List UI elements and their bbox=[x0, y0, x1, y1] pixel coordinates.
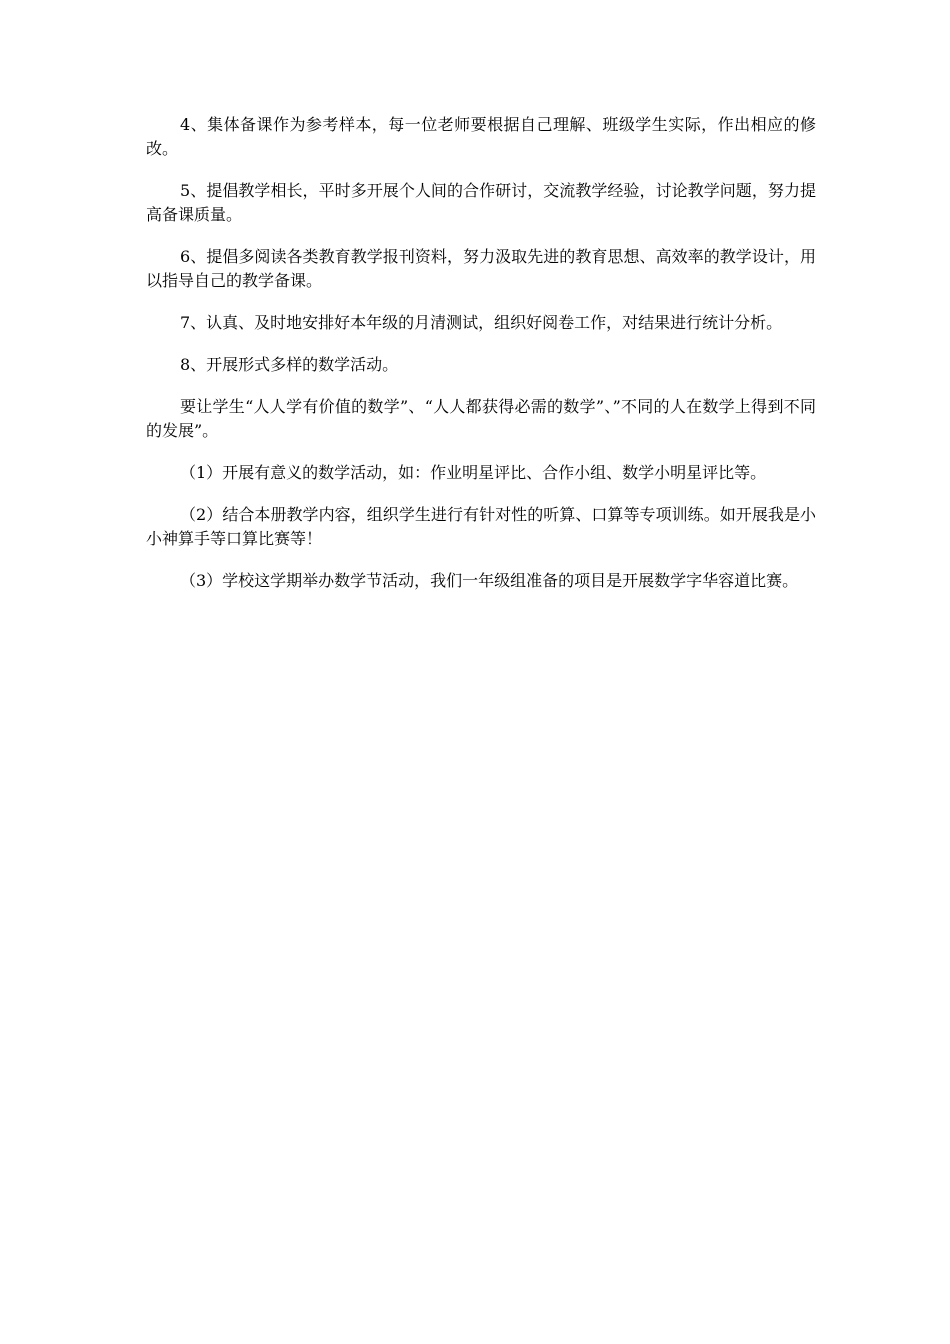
paragraph-item-4: 4、集体备课作为参考样本，每一位老师要根据自己理解、班级学生实际，作出相应的修改。 bbox=[146, 115, 816, 158]
paragraph-activity-1: （1）开展有意义的数学活动，如：作业明星评比、合作小组、数学小明星评比等。 bbox=[180, 463, 767, 482]
paragraph-item-7: 7、认真、及时地安排好本年级的月清测试，组织好阅卷工作，对结果进行统计分析。 bbox=[180, 313, 783, 332]
paragraph-goal: 要让学生“人人学有价值的数学”、“人人都获得必需的数学”、”不同的人在数学上得到不同的发展”。 bbox=[146, 397, 816, 440]
paragraph-item-6: 6、提倡多阅读各类教育教学报刊资料，努力汲取先进的教育思想、高效率的教学设计，用以指导自己的教学备课。 bbox=[146, 247, 816, 290]
paragraph-item-8: 8、开展形式多样的数学活动。 bbox=[180, 355, 399, 374]
paragraph-item-5: 5、提倡教学相长，平时多开展个人间的合作研讨，交流教学经验，讨论教学问题，努力提高备课质量。 bbox=[146, 181, 816, 224]
document-page bbox=[146, 113, 816, 611]
paragraph-activity-3: （3）学校这学期举办数学节活动，我们一年级组准备的项目是开展数学字华容道比赛。 bbox=[180, 571, 799, 590]
paragraph-activity-2: （2）结合本册教学内容，组织学生进行有针对性的听算、口算等专项训练。如开展我是小小神算手等口算比赛等！ bbox=[146, 505, 816, 548]
